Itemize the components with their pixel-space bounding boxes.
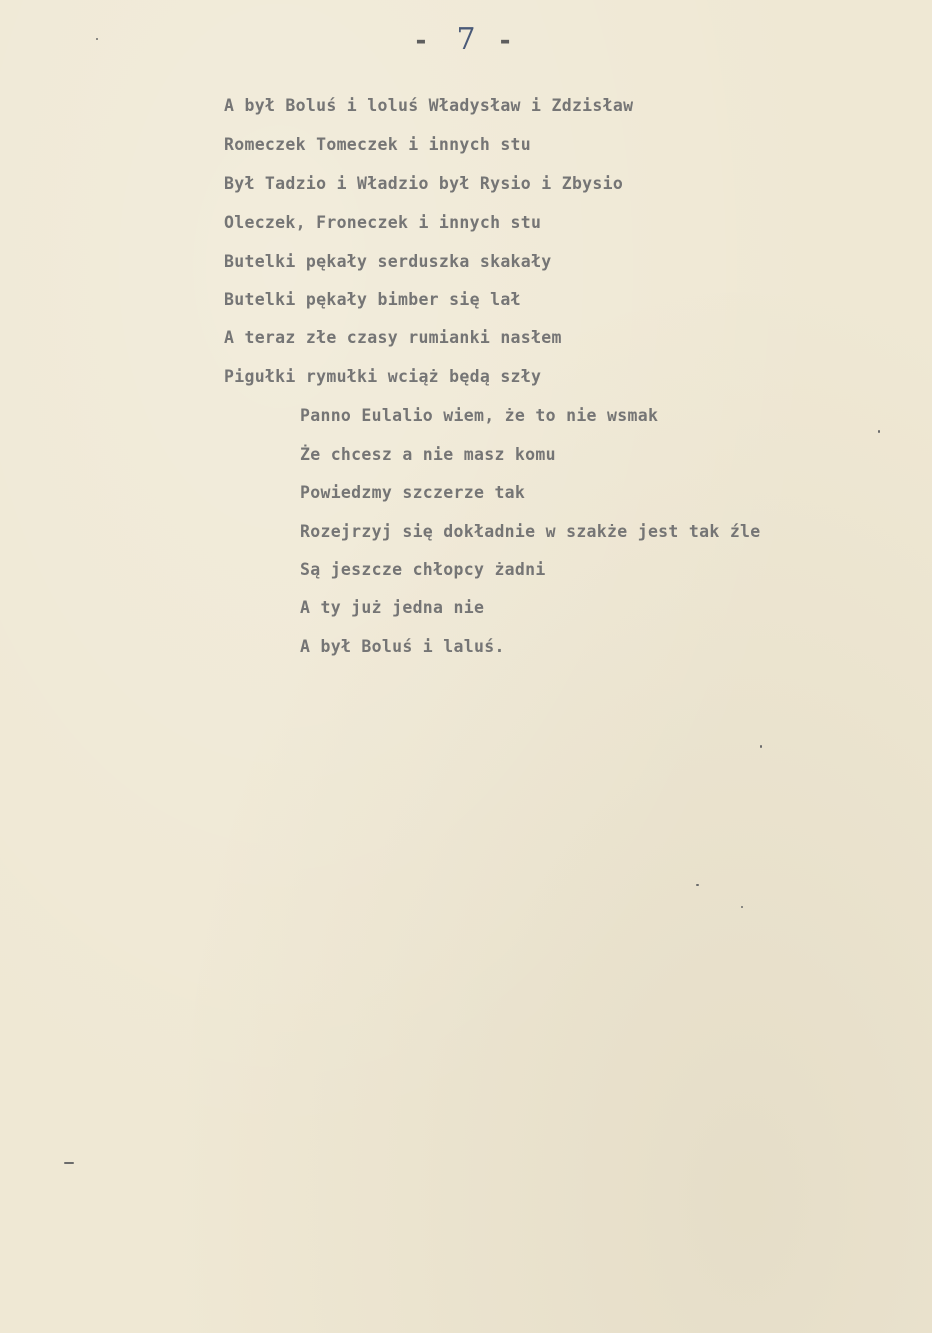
page-number xyxy=(0,22,932,57)
poem-line: Oleczek, Froneczek i innych stu xyxy=(224,213,542,232)
poem-line: A był Boluś i loluś Władysław i Zdzisław xyxy=(224,96,634,115)
poem-line: A teraz złe czasy rumianki nasłem xyxy=(224,328,562,347)
paper-speck xyxy=(64,1162,74,1164)
poem-line: Że chcesz a nie masz komu xyxy=(300,445,556,464)
paper-speck xyxy=(760,745,762,748)
poem-line: Rozejrzyj się dokładnie w szakże jest tak źle xyxy=(300,522,761,541)
poem-line: Powiedzmy szczerze tak xyxy=(300,483,526,502)
paper-speck xyxy=(878,430,880,433)
poem-line: Panno Eulalio wiem, że to nie wsmak xyxy=(300,406,659,425)
paper-speck xyxy=(741,906,743,908)
poem-line: Pigułki rymułki wciąż będą szły xyxy=(224,367,542,386)
poem-line: Są jeszcze chłopcy żadni xyxy=(300,560,546,579)
poem-line: A ty już jedna nie xyxy=(300,598,485,617)
poem-line: Butelki pękały serduszka skakały xyxy=(224,252,552,271)
paper-speck xyxy=(96,38,98,40)
poem-line: Romeczek Tomeczek i innych stu xyxy=(224,135,532,154)
poem-line: A był Boluś i laluś. xyxy=(300,637,505,656)
page-number-handwritten: 7 xyxy=(456,22,476,57)
page-number-dash-left: - xyxy=(413,26,435,56)
poem-line: Był Tadzio i Władzio był Rysio i Zbysio xyxy=(224,174,624,193)
paper-speck xyxy=(696,884,699,886)
page-number-dash-right: - xyxy=(497,26,519,56)
poem-line: Butelki pękały bimber się lał xyxy=(224,290,521,309)
